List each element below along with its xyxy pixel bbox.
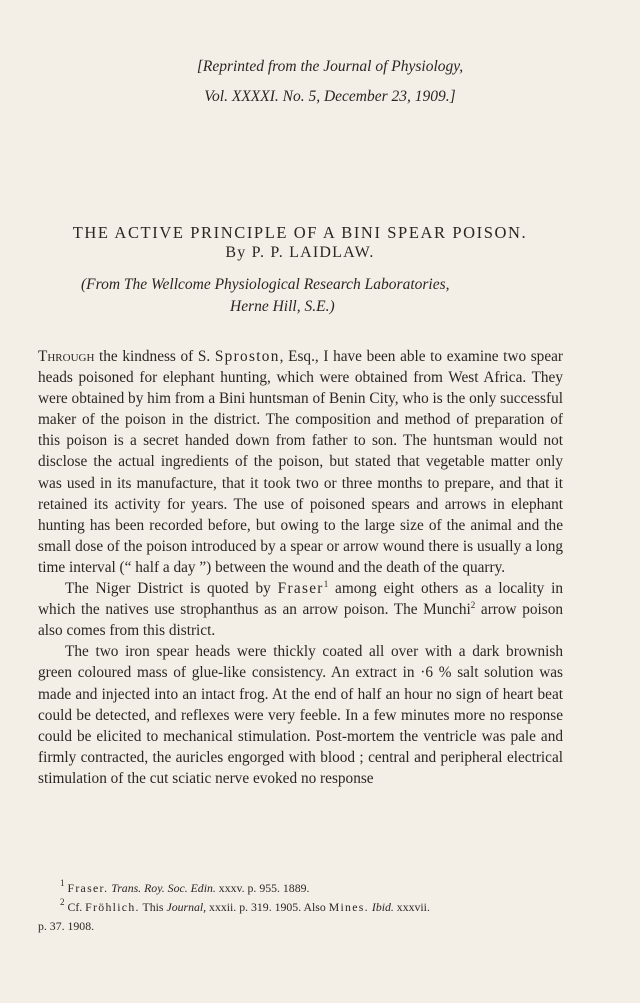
person-name: Fraser. <box>67 881 109 895</box>
paragraph-2 <box>38 578 563 641</box>
footnote-2-continued: p. 37. 1908. <box>38 919 95 933</box>
affiliation-line-2: Herne Hill, S.E.) <box>230 298 335 315</box>
article-body <box>38 346 563 789</box>
affiliation-line-1: (From The Wellcome Physiological Research Laboratories, <box>81 276 450 293</box>
footnote-1 <box>38 879 563 898</box>
footnote-text: xxxvii. <box>393 900 430 914</box>
footnote-text: Cf. <box>67 900 86 914</box>
article-title: THE ACTIVE PRINCIPLE OF A BINI SPEAR POISON. <box>72 223 528 242</box>
paragraph-text: among eight others as a locality in which the natives use strophanthus as an arrow poison. The Munchi <box>38 580 563 619</box>
person-name: Fraser <box>277 580 324 598</box>
footnote-2 <box>38 898 563 917</box>
reprint-line-1: [Reprinted from the Journal of Physiology, <box>196 58 464 75</box>
footnotes <box>38 879 563 936</box>
paragraph-text: , Esq., I have been able to examine two spear heads poisoned for elephant hunting, which were obtained from West Africa. They were obtained by him from a Bini huntsman of Benin City, who is the only successful maker of the poison in the district. The composition and method of preparation of this poison is a secret handed down from father to son. The huntsman would not disclose the actual ingredients of the poison, but stated that vegetable matter only was used in its manufacture, that it took two or three months to prepare, and that it retained its activity for years. The use of poisoned spears and arrows in elephant hunting has been recorded before, but owing to the large size of the animal and the small dose of the poison introduced by a spear or arrow wound there is usually a long time interval (“ half a day ”) between the wound and the death of the quarry. <box>38 348 563 576</box>
paragraph-3: The two iron spear heads were thickly coated all over with a dark brownish green coloured mass of glue-like consistency. An extract in ·6 % salt solution was made and injected into an intact frog. At the end of half an hour no sign of heart beat could be detected, and reflexes were very feeble. In a few minutes more no response could be elicited to mechanical stimulation. Post-mortem the ventricle was pale and firmly contracted, the auricles engorged with blood ; central and peripheral electrical stimulation of the cut sciatic nerve evoked no response <box>38 643 563 787</box>
article-byline: By P. P. LAIDLAW. <box>225 244 375 261</box>
opening-word: Through <box>38 348 95 365</box>
journal-ref: Ibid. <box>371 900 394 914</box>
reprint-notice <box>0 52 640 112</box>
footnote-text: This <box>139 900 167 914</box>
paragraph-text: arrow poison also comes from this district. <box>38 601 563 640</box>
footnote-number: 2 <box>60 897 65 907</box>
footnote-ref: 2 <box>470 600 476 611</box>
paragraph-text: the kindness of S. <box>94 348 215 365</box>
footnote-text: xxxv. p. 955. 1889. <box>215 881 310 895</box>
journal-ref: Trans. Roy. Soc. Edin. <box>111 881 216 895</box>
paragraph-text: The Niger District is quoted by <box>65 580 278 598</box>
person-name: Fröhlich. <box>85 900 140 914</box>
journal-ref: Journal, <box>166 900 207 914</box>
footnote-text: xxxii. p. 319. 1905. Also <box>206 900 329 914</box>
paragraph-1 <box>38 346 563 578</box>
reprint-line-2: Vol. XXXXI. No. 5, December 23, 1909.] <box>204 88 456 105</box>
footnote-ref: 1 <box>323 579 329 590</box>
person-name: Mines. <box>328 900 369 914</box>
footnote-number: 1 <box>60 878 65 888</box>
person-name: Sproston <box>214 348 280 365</box>
